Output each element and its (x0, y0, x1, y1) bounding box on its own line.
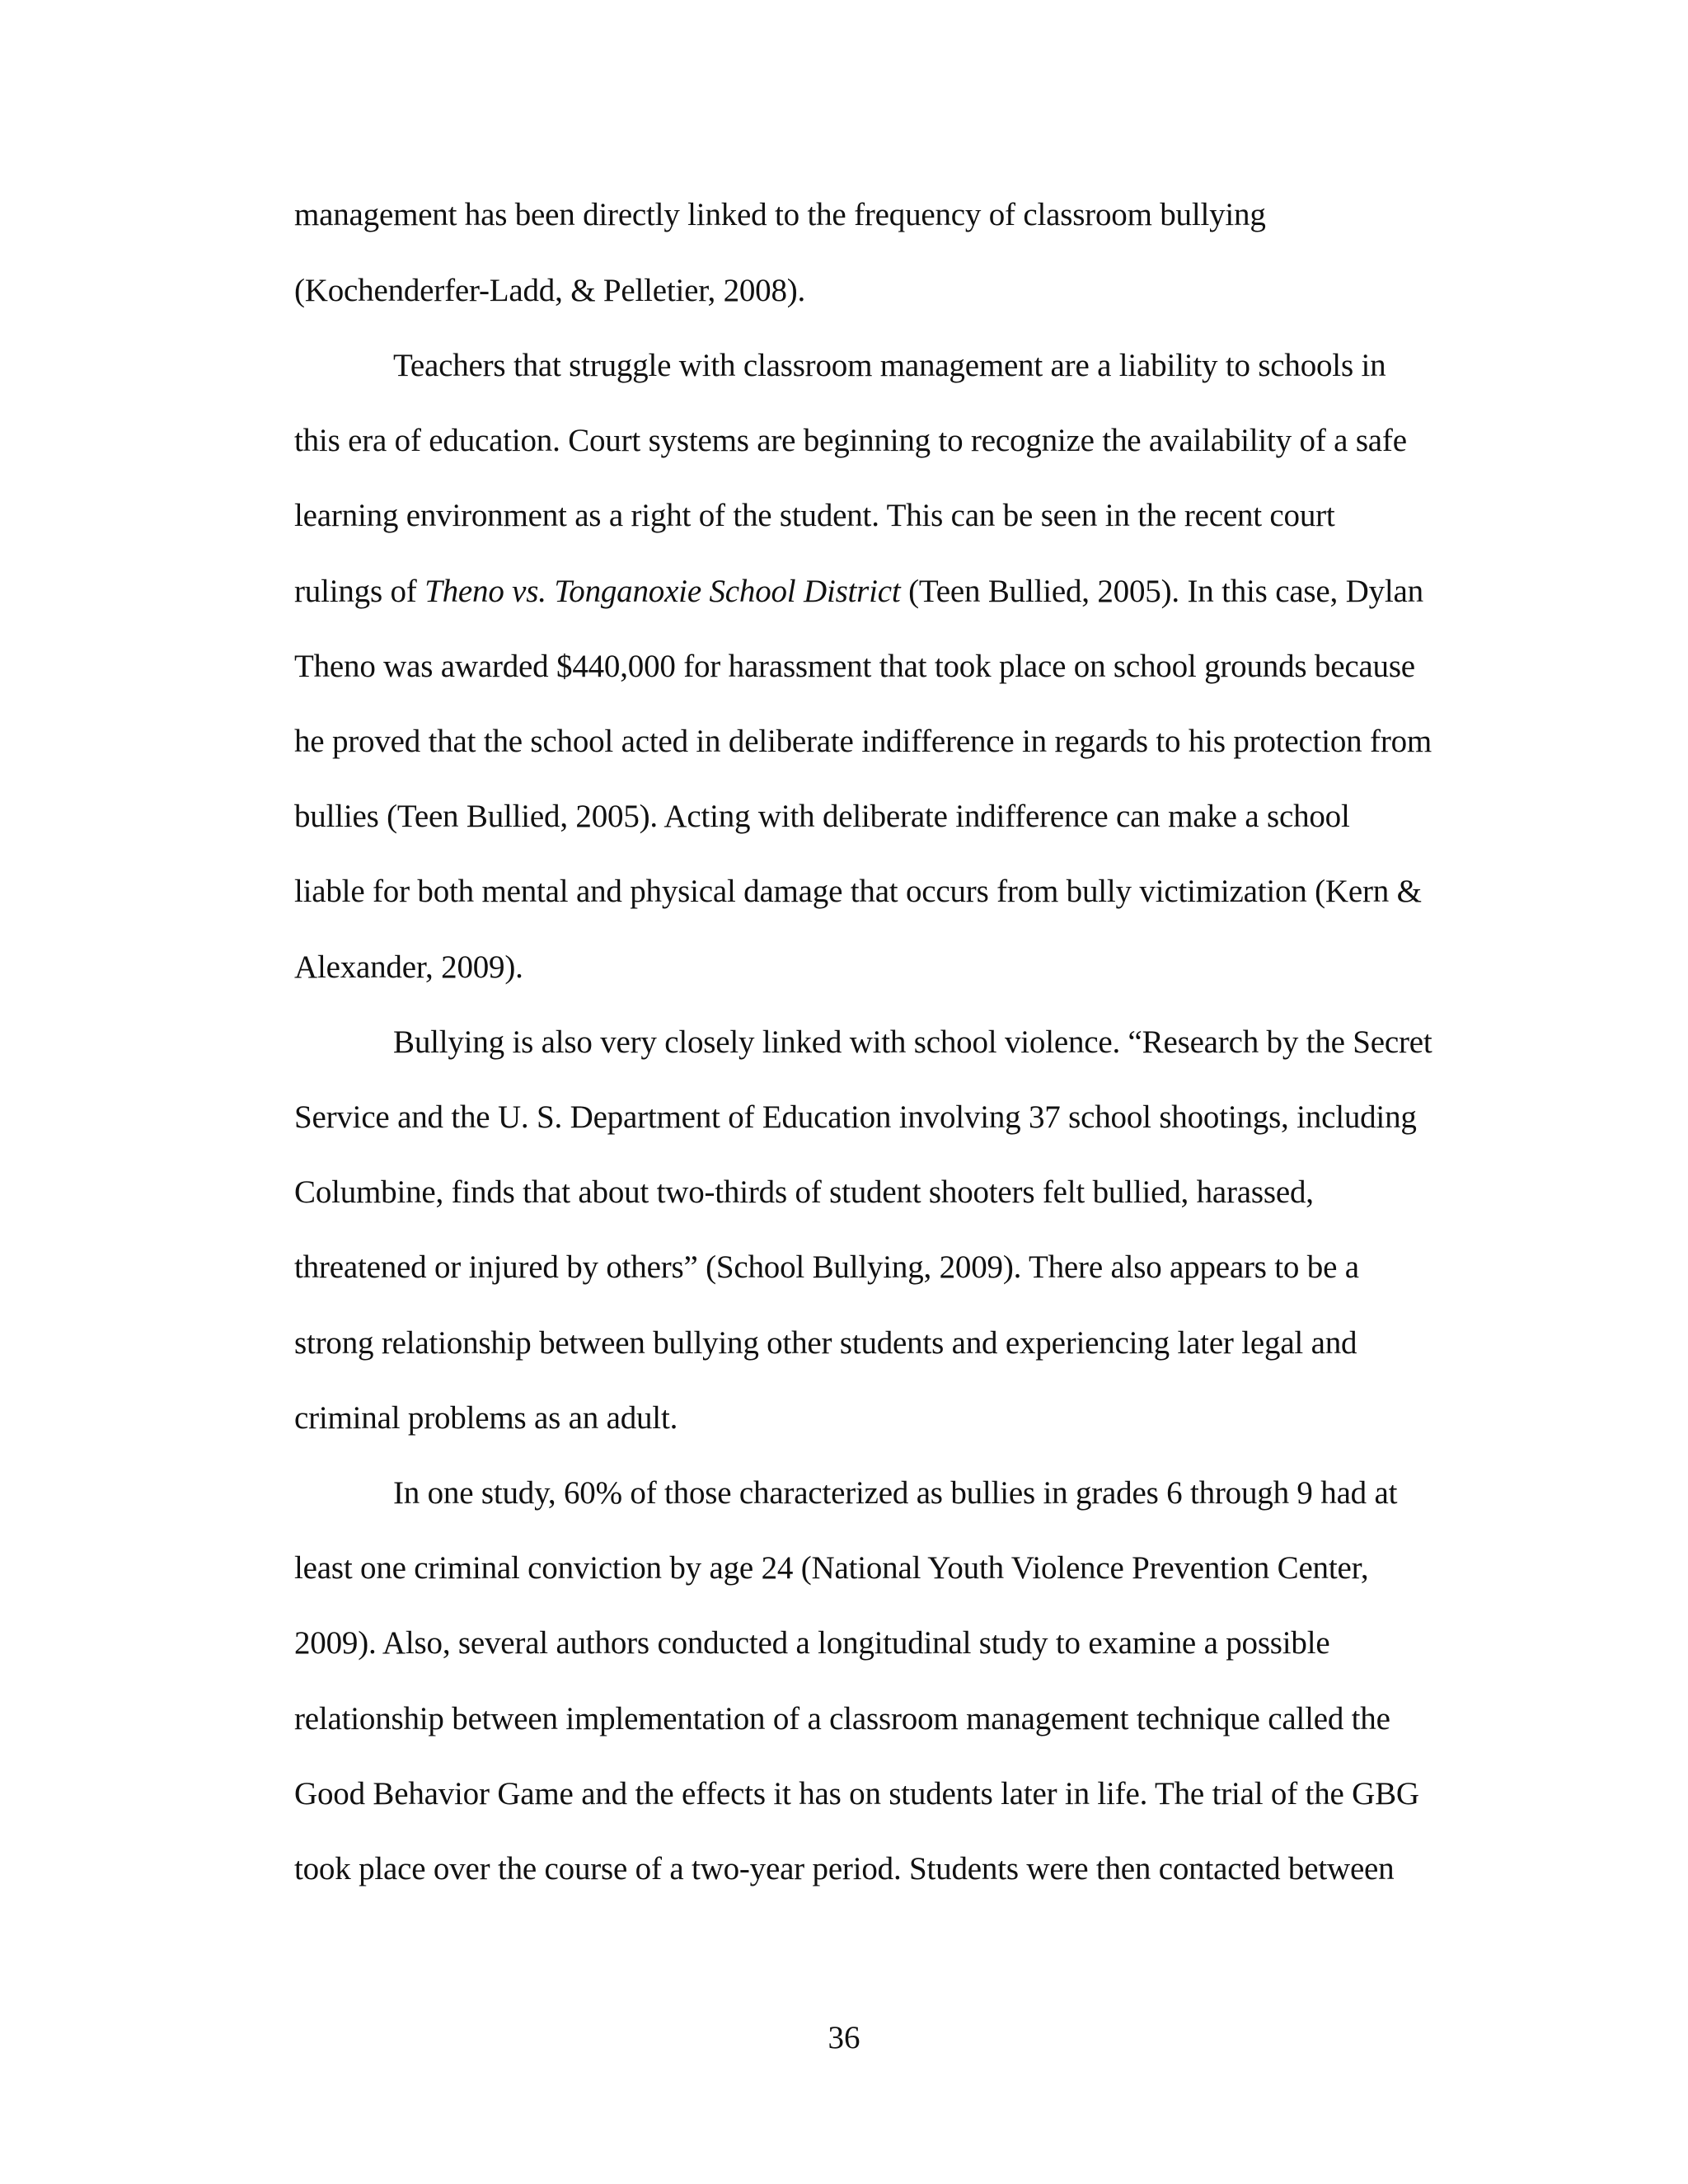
text-line: (Kochenderfer-Ladd, & Pelletier, 2008). (294, 273, 806, 308)
text-run: rulings of (294, 574, 425, 609)
text-line: strong relationship between bullying other students and experiencing later legal and (294, 1325, 1357, 1361)
text-line: learning environment as a right of the student. This can be seen in the recent court (294, 498, 1335, 533)
text-line: threatened or injured by others” (School Bullying, 2009). There also appears to be a (294, 1249, 1359, 1285)
text-line: Columbine, finds that about two-thirds of student shooters felt bullied, harassed, (294, 1174, 1314, 1210)
text-line: In one study, 60% of those characterized as bullies in grades 6 through 9 had at (393, 1475, 1398, 1511)
text-line: management has been directly linked to the frequency of classroom bullying (294, 197, 1266, 232)
page-number: 36 (828, 2020, 860, 2055)
text-line: 2009). Also, several authors conducted a longitudinal study to examine a possible (294, 1625, 1330, 1661)
text-line: Service and the U. S. Department of Education involving 37 school shootings, including (294, 1099, 1417, 1135)
text-run: (Teen Bullied, 2005). In this case, Dylan (900, 574, 1423, 609)
text-line: bullies (Teen Bullied, 2005). Acting with deliberate indifference can make a school (294, 799, 1350, 834)
text-line: liable for both mental and physical damage that occurs from bully victimization (Kern & (294, 874, 1422, 909)
text-line: criminal problems as an adult. (294, 1400, 678, 1436)
case-name-italic: Theno vs. Tonganoxie School District (424, 574, 901, 609)
text-line (294, 572, 1423, 612)
text-line: Good Behavior Game and the effects it has on students later in life. The trial of the GBG (294, 1776, 1419, 1811)
text-line: took place over the course of a two-year period. Students were then contacted between (294, 1851, 1395, 1886)
text-line: relationship between implementation of a classroom management technique called the (294, 1701, 1390, 1736)
text-line: he proved that the school acted in deliberate indifference in regards to his protection from (294, 724, 1432, 759)
text-line: Alexander, 2009). (294, 949, 523, 985)
text-line: Theno was awarded $440,000 for harassment that took place on school grounds because (294, 649, 1415, 684)
text-line: Teachers that struggle with classroom management are a liability to schools in (393, 348, 1386, 383)
text-line: this era of education. Court systems are beginning to recognize the availability of a safe (294, 423, 1407, 458)
text-line: least one criminal conviction by age 24 (National Youth Violence Prevention Center, (294, 1550, 1369, 1586)
text-line: Bullying is also very closely linked with school violence. “Research by the Secret (393, 1024, 1432, 1060)
